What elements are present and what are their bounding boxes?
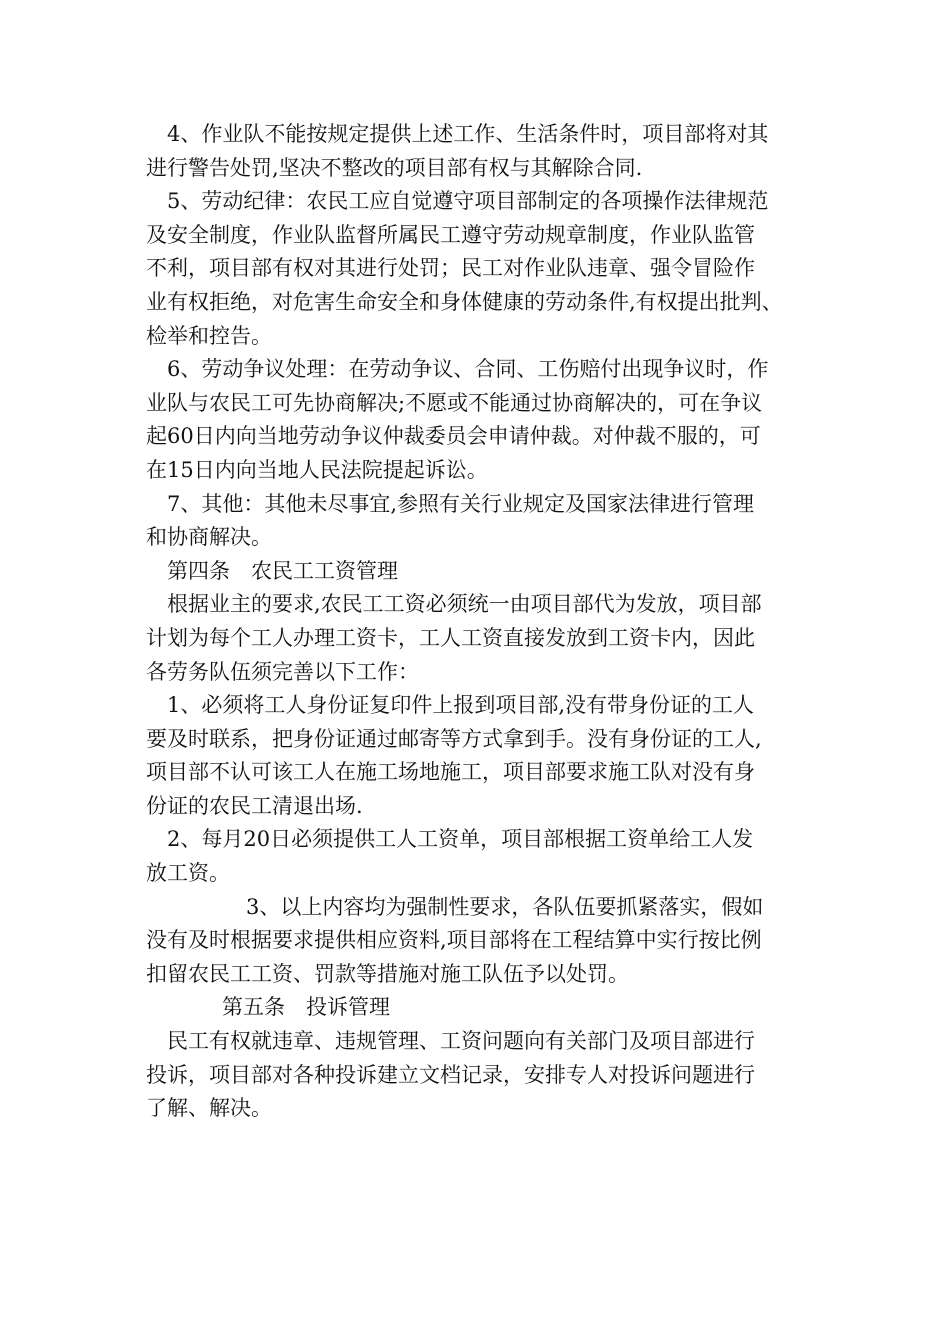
paragraph-line: 业有权拒绝，对危害生命安全和身体健康的劳动条件,有权提出批判、 (146, 289, 783, 314)
paragraph-line: 和协商解决。 (146, 525, 272, 550)
paragraph-line: 在15日内向当地人民法院提起诉讼。 (146, 457, 488, 482)
paragraph-line: 不利，项目部有权对其进行处罚；民工对作业队违章、强令冒险作 (146, 256, 755, 281)
paragraph-line: 根据业主的要求,农民工工资必须统一由项目部代为发放，项目部 (167, 592, 762, 617)
section-heading: 第五条 投诉管理 (222, 995, 390, 1020)
paragraph-line: 计划为每个工人办理工资卡，工人工资直接发放到工资卡内，因此 (146, 625, 755, 650)
paragraph-line: 民工有权就违章、违规管理、工资问题向有关部门及项目部进行 (167, 1029, 755, 1054)
paragraph-line: 6、劳动争议处理：在劳动争议、合同、工伤赔付出现争议时，作 (167, 357, 769, 382)
paragraph-line: 扣留农民工工资、罚款等措施对施工队伍予以处罚。 (146, 961, 629, 986)
section-heading: 第四条 农民工工资管理 (167, 558, 398, 583)
paragraph-line: 了解、解决。 (146, 1096, 272, 1121)
document-body (146, 118, 818, 1126)
paragraph-line: 3、以上内容均为强制性要求，各队伍要抓紧落实，假如 (246, 894, 764, 919)
paragraph-line: 进行警告处罚,坚决不整改的项目部有权与其解除合同. (146, 155, 643, 180)
paragraph-line: 1、必须将工人身份证复印件上报到项目部,没有带身份证的工人 (167, 693, 755, 718)
paragraph-line: 各劳务队伍须完善以下工作： (146, 659, 419, 684)
paragraph-line: 及安全制度，作业队监督所属民工遵守劳动规章制度，作业队监管 (146, 222, 755, 247)
paragraph-line: 起60日内向当地劳动争议仲裁委员会申请仲裁。对仲裁不服的，可 (146, 424, 761, 449)
paragraph-line: 份证的农民工清退出场. (146, 793, 363, 818)
paragraph-line: 放工资。 (146, 861, 230, 886)
paragraph-line: 5、劳动纪律：农民工应自觉遵守项目部制定的各项操作法律规范 (167, 189, 769, 214)
paragraph-line: 项目部不认可该工人在施工场地施工，项目部要求施工队对没有身 (146, 760, 755, 785)
paragraph-line: 投诉，项目部对各种投诉建立文档记录，安排专人对投诉问题进行 (146, 1062, 755, 1087)
paragraph-line: 没有及时根据要求提供相应资料,项目部将在工程结算中实行按比例 (146, 928, 762, 953)
paragraph-line: 要及时联系，把身份证通过邮寄等方式拿到手。没有身份证的工人, (146, 726, 762, 751)
paragraph-line: 4、作业队不能按规定提供上述工作、生活条件时，项目部将对其 (167, 122, 769, 146)
paragraph-line: 2、每月20日必须提供工人工资单，项目部根据工资单给工人发 (167, 827, 754, 852)
paragraph-line: 7、其他：其他未尽事宜,参照有关行业规定及国家法律进行管理 (167, 491, 755, 516)
paragraph-line: 业队与农民工可先协商解决;不愿或不能通过协商解决的，可在争议 (146, 390, 763, 415)
paragraph-line: 检举和控告。 (146, 323, 272, 348)
